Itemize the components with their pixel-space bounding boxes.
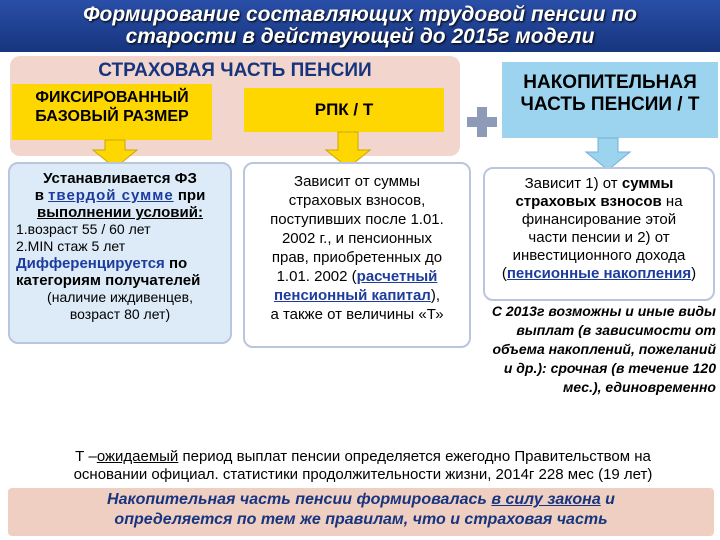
card-fixed-line-3: выполнении условий: — [37, 204, 203, 221]
card-rpk-line-2: страховых взносов, — [288, 192, 426, 209]
funded-note-line-5: мес.), единовременно — [562, 379, 716, 395]
card-fixed-text: по — [164, 255, 188, 272]
funded-box-line-1: НАКОПИТЕЛЬНАЯ — [523, 72, 697, 93]
card-funded-line-2 — [491, 193, 707, 211]
funded-box-line-2: ЧАСТЬ ПЕНСИИ / Т — [520, 94, 700, 115]
card-fixed-highlight: твердой сумме — [48, 187, 174, 204]
card-fixed-line-2 — [16, 187, 224, 204]
card-fixed-line-4: 1.возраст 55 / 60 лет — [16, 221, 151, 237]
card-rpk-highlight: пенсионный капитал — [273, 287, 431, 304]
bottom-text: и — [600, 491, 615, 508]
card-funded-bold: суммы — [621, 175, 674, 192]
card-rpk-text: 1.01. 2002 ( — [276, 268, 357, 285]
card-fixed-line-5: 2.MIN стаж 5 лет — [16, 238, 126, 254]
card-funded-text: на — [661, 193, 683, 210]
card-funded-line-3: финансирование этой — [521, 211, 677, 228]
t-note-underlined: ожидаемый — [96, 448, 179, 465]
card-rpk-line-8: а также от величины «Т» — [270, 306, 444, 323]
t-note-line-2: основании официал. статистики продолжительности жизни, 2014г 228 мес (19 лет) — [73, 466, 653, 483]
t-note-text: период выплат пенсии определяется ежегодно Правительством на — [178, 448, 651, 465]
card-funded-text: ) — [691, 265, 697, 282]
bottom-text: Накопительная часть пенсии формировалась — [107, 491, 492, 508]
card-fixed-highlight: Дифференцируется — [16, 255, 165, 272]
fixed-box-line-2: БАЗОВЫЙ РАЗМЕР — [35, 108, 189, 125]
card-fixed-line-9: возраст 80 лет) — [69, 306, 171, 322]
funded-note-line-3: объема накоплений, пожеланий — [492, 341, 716, 357]
card-funded-line-6 — [491, 265, 707, 283]
card-funded-highlight: пенсионные накопления — [506, 265, 692, 282]
card-fixed-line-1: Устанавливается ФЗ — [43, 170, 197, 187]
bottom-line-1 — [8, 490, 714, 510]
rpk-box: РПК / Т — [244, 88, 444, 132]
card-rpk-text: ), — [430, 287, 441, 304]
card-fixed-text: в — [34, 187, 49, 204]
card-rpk-line-1: Зависит от суммы — [294, 173, 420, 190]
card-fixed-line-6 — [16, 255, 224, 272]
card-funded-line-1 — [491, 175, 707, 193]
card-funded-line-5: инвестиционного дохода — [512, 247, 686, 264]
card-funded-line-4: части пенсии и 2) от — [528, 229, 670, 246]
card-rpk-line-6 — [251, 267, 463, 286]
bottom-banner-text — [8, 490, 714, 530]
title-line-2: старости в действующей до 2015г модели — [125, 25, 595, 48]
fixed-base-card — [8, 162, 232, 344]
arrow-down-icon — [586, 138, 630, 170]
card-rpk-line-5: прав, приобретенных до — [271, 249, 443, 266]
fixed-box-line-1: ФИКСИРОВАННЫЙ — [35, 89, 189, 106]
card-fixed-line-8: (наличие иждивенцев, — [47, 289, 193, 305]
t-note-line-1 — [8, 448, 718, 466]
funded-card — [483, 167, 715, 301]
card-rpk-line-3: поступивших после 1.01. — [270, 211, 444, 228]
rpk-card — [243, 162, 471, 348]
t-note-text: Т – — [75, 448, 97, 465]
title-line-1: Формирование составляющих трудовой пенсии по — [83, 3, 637, 26]
card-funded-bold: страховых взносов — [515, 193, 662, 210]
funded-note-line-4: и др.): срочная (в течение 120 — [503, 360, 716, 376]
t-definition-note — [8, 448, 718, 484]
card-rpk-line-4: 2002 г., и пенсионных — [281, 230, 433, 247]
bottom-underlined: в силу закона — [491, 491, 601, 508]
card-funded-text: ( — [501, 265, 507, 282]
card-fixed-line-7: категориям получателей — [16, 272, 201, 289]
card-fixed-text: при — [173, 187, 206, 204]
funded-payout-note — [466, 302, 716, 397]
bottom-line-2: определяется по тем же правилам, что и страховая часть — [114, 511, 608, 528]
funded-note-line-1: С 2013г возможны и иные виды — [491, 303, 716, 319]
card-funded-text: Зависит 1) от — [524, 175, 622, 192]
card-rpk-highlight: расчетный — [356, 268, 438, 285]
insurance-title: СТРАХОВАЯ ЧАСТЬ ПЕНСИИ — [98, 60, 372, 81]
funded-note-line-2: выплат (в зависимости от — [516, 322, 716, 338]
card-rpk-line-7 — [251, 286, 463, 305]
